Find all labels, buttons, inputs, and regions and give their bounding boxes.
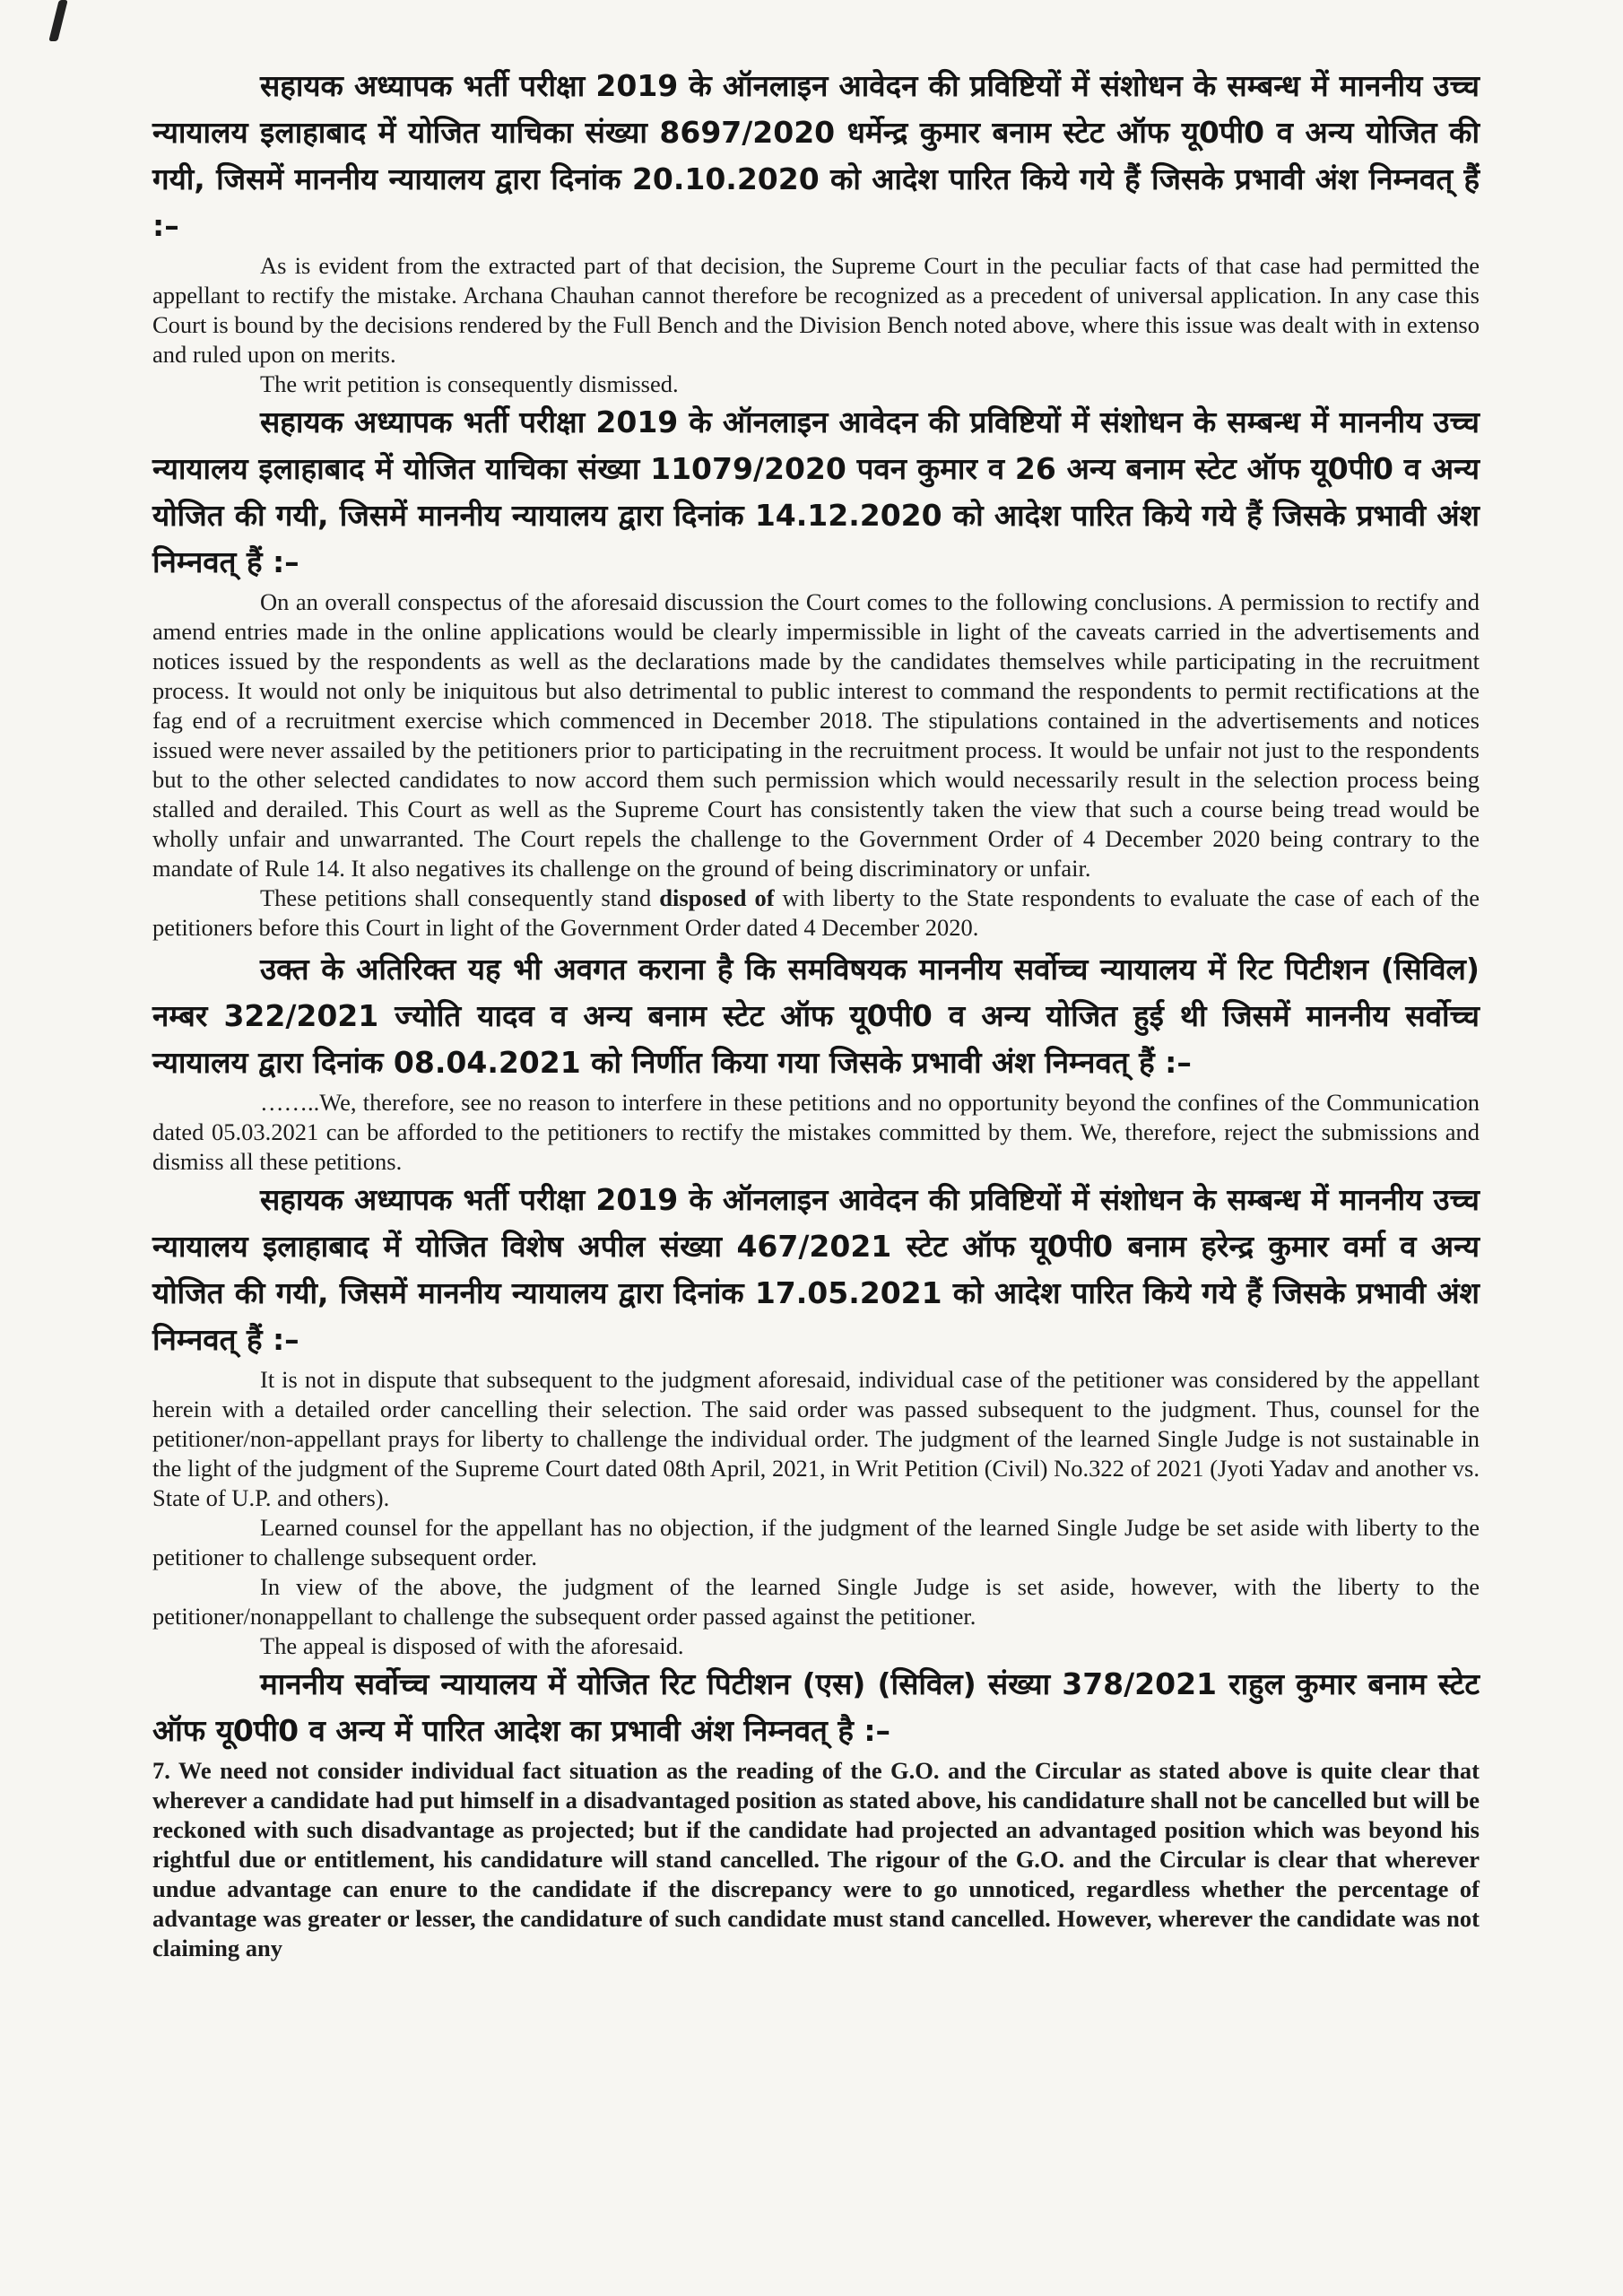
quote-not-in-dispute: It is not in dispute that subsequent to the judgment aforesaid, individual case of the petitioner was considered by the appellant herein with a detailed order cancelling their selection. The said order was passed subsequent to the judgment. Thus, counsel for the petitioner/non-appellant prays for liberty to challenge the individual order. The judgment of the learned Single Judge is not sustainable in the light of the judgment of the Supreme Court dated 08th April, 2021, in Writ Petition (Civil) No.322 of 2021 (Jyoti Yadav and another vs. State of U.P. and others).: [152, 1366, 1480, 1511]
hindi-para-2: सहायक अध्यापक भर्ती परीक्षा 2019 के ऑनलाइन आवेदन की प्रविष्टियों में संशोधन के सम्बन्ध में माननीय उच्च न्यायालय इलाहाबाद में योजित याचिका संख्या 11079/2020 पवन कुमार व 26 अन्य बनाम स्टेट ऑफ यू0पी0 व अन्य योजित की गयी, जिसमें माननीय न्यायालय द्वारा दिनांक 14.12.2020 को आदेश पारित किये गये हैं जिसके प्रभावी अंश निम्नवत् हैं :–: [152, 404, 1480, 579]
quote-conspectus: On an overall conspectus of the aforesaid discussion the Court comes to the following conclusions. A permission to rectify and amend entries made in the online applications would be clearly impermissible in light of the caveats carried in the advertisements and notices issued by the respondents as well as the declarations made by the candidates themselves while participating in the recruitment process. It would not only be iniquitous but also detrimental to public interest to command the respondents to permit rectifications at the fag end of a recruitment exercise which commenced in December 2018. The stipulations contained in the advertisements and notices issued were never assailed by the petitioners prior to participating in the recruitment process. It would be unfair not just to the respondents but to the other selected candidates to now accord them such permission which would necessarily result in the selection process being stalled and derailed. This Court as well as the Supreme Court has consistently taken the view that such a course being tread would be wholly unfair and unwarranted. The Court repels the challenge to the Government Order of 4 December 2020 being contrary to the mandate of Rule 14. It also negatives its challenge on the ground of being discriminatory or unfair.: [152, 588, 1480, 882]
quote-disposed-of-bold: disposed of: [659, 884, 775, 911]
quote-disposed-of: [152, 883, 1480, 943]
quote-no-objection: Learned counsel for the appellant has no objection, if the judgment of the learned Single Judge be set aside with liberty to the petitioner to challenge subsequent order.: [152, 1514, 1480, 1570]
document-page: [152, 63, 1480, 1963]
pen-mark: [48, 0, 67, 41]
quote-no-interference: ……..We, therefore, see no reason to interfere in these petitions and no opportunity beyond the confines of the Communication dated 05.03.2021 can be afforded to the petitioners to rectify the mistakes committed by them. We, therefore, reject the submissions and dismiss all these petitions.: [152, 1089, 1480, 1175]
quote-dismissed: The writ petition is consequently dismissed.: [260, 370, 679, 397]
quote-archana-chauhan: As is evident from the extracted part of that decision, the Supreme Court in the peculiar facts of that case had permitted the appellant to rectify the mistake. Archana Chauhan cannot therefore be recognized as a precedent of universal application. In any case this Court is bound by the decisions rendered by the Full Bench and the Division Bench noted above, where this issue was dealt with in extenso and ruled upon on merits.: [152, 252, 1480, 368]
quote-disposed-of-post: with liberty to the State respondents to evaluate the case of each of the petitioners before this Court in light of the Government Order dated 4 December 2020.: [152, 884, 1480, 941]
quote-rahul-kumar: 7. We need not consider individual fact situation as the reading of the G.O. and the Circular as stated above is quite clear that wherever a candidate had put himself in a disadvantaged position as stated above, his candidature shall not be cancelled but will be reckoned with such disadvantage as projected; but if the candidate had projected an advantaged position which was beyond his rightful due or entitlement, his candidature will stand cancelled. The rigour of the G.O. and the Circular is clear that wherever undue advantage can enure to the candidate if the discrepancy were to go unnoticed, regardless whether the percentage of advantage was greater or lesser, the candidature of such candidate must stand cancelled. However, wherever the candidate was not claiming any: [152, 1757, 1480, 1961]
hindi-para-4: सहायक अध्यापक भर्ती परीक्षा 2019 के ऑनलाइन आवेदन की प्रविष्टियों में संशोधन के सम्बन्ध में माननीय उच्च न्यायालय इलाहाबाद में योजित विशेष अपील संख्या 467/2021 स्टेट ऑफ यू0पी0 बनाम हरेन्द्र कुमार वर्मा व अन्य योजित की गयी, जिसमें माननीय न्यायालय द्वारा दिनांक 17.05.2021 को आदेश पारित किये गये हैं जिसके प्रभावी अंश निम्नवत् हैं :–: [152, 1182, 1480, 1357]
quote-disposed-of-pre: These petitions shall consequently stand: [260, 884, 660, 911]
quote-appeal-disposed: The appeal is disposed of with the aforesaid.: [260, 1632, 684, 1659]
hindi-para-3: उक्त के अतिरिक्त यह भी अवगत कराना है कि समविषयक माननीय सर्वोच्च न्यायालय में रिट पिटीशन (सिविल) नम्बर 322/2021 ज्योति यादव व अन्य बनाम स्टेट ऑफ यू0पी0 व अन्य योजित हुई थी जिसमें माननीय सर्वोच्च न्यायालय द्वारा दिनांक 08.04.2021 को निर्णीत किया गया जिसके प्रभावी अंश निम्नवत् हैं :–: [152, 952, 1480, 1080]
hindi-para-5: माननीय सर्वोच्च न्यायालय में योजित रिट पिटीशन (एस) (सिविल) संख्या 378/2021 राहुल कुमार बनाम स्टेट ऑफ यू0पी0 व अन्य में पारित आदेश का प्रभावी अंश निम्नवत् है :–: [152, 1666, 1480, 1748]
quote-set-aside: In view of the above, the judgment of the learned Single Judge is set aside, however, with the liberty to the petitioner/nonappellant to challenge the subsequent order passed against the petitioner.: [152, 1573, 1480, 1630]
hindi-para-1: सहायक अध्यापक भर्ती परीक्षा 2019 के ऑनलाइन आवेदन की प्रविष्टियों में संशोधन के सम्बन्ध में माननीय उच्च न्यायालय इलाहाबाद में योजित याचिका संख्या 8697/2020 धर्मेन्द्र कुमार बनाम स्टेट ऑफ यू0पी0 व अन्य योजित की गयी, जिसमें माननीय न्यायालय द्वारा दिनांक 20.10.2020 को आदेश पारित किये गये हैं जिसके प्रभावी अंश निम्नवत् हैं :–: [152, 68, 1480, 243]
